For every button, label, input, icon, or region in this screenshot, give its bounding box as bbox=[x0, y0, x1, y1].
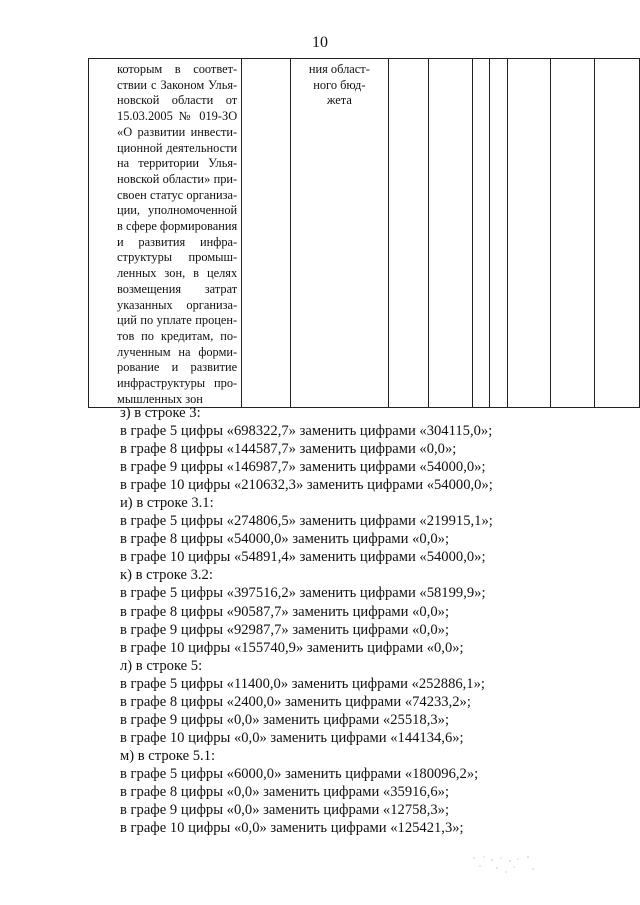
description-line: возмещения затрат bbox=[117, 281, 238, 296]
amendment-line: в графе 10 цифры «0,0» заменить цифрами «144134,6»; bbox=[120, 729, 464, 746]
amendment-line: в графе 8 цифры «54000,0» заменить цифрами «0,0»; bbox=[120, 531, 450, 548]
amendment-line: в графе 5 цифры «698322,7» заменить цифрами «304115,0»; bbox=[120, 423, 493, 440]
amendment-line: в графе 9 цифры «0,0» заменить цифрами «12758,3»; bbox=[120, 802, 450, 819]
amendment-line: к) в строке 3.2: bbox=[120, 567, 213, 584]
amendment-line: и) в строке 3.1: bbox=[120, 495, 214, 512]
amendment-line: в графе 5 цифры «6000,0» заменить цифрами «180096,2»; bbox=[120, 765, 479, 782]
funding-source-text bbox=[291, 59, 388, 109]
description-line: «О развитии инвести- bbox=[117, 124, 238, 139]
amendment-line: в графе 10 цифры «0,0» заменить цифрами «125421,3»; bbox=[120, 820, 464, 837]
amendment-line: в графе 5 цифры «11400,0» заменить цифрами «252886,1»; bbox=[120, 675, 485, 692]
description-line: ствии с Законом Улья- bbox=[117, 77, 238, 92]
description-line: ции, уполномоченной bbox=[117, 203, 238, 218]
table-cell-empty bbox=[489, 59, 507, 408]
amendment-line: в графе 8 цифры «90587,7» заменить цифрами «0,0»; bbox=[120, 603, 450, 620]
description-line: своен статус организа- bbox=[117, 187, 238, 202]
amendment-line: в графе 10 цифры «54891,4» заменить цифрами «54000,0»; bbox=[120, 549, 486, 566]
funding-source-line: ния област- bbox=[308, 62, 370, 76]
description-line: ций по уплате процен- bbox=[117, 313, 238, 328]
description-line: структуры промыш- bbox=[117, 250, 238, 265]
amendment-line: в графе 10 цифры «210632,3» заменить цифрами «54000,0»; bbox=[120, 477, 493, 494]
amendment-line: в графе 8 цифры «144587,7» заменить цифрами «0,0»; bbox=[120, 441, 457, 458]
table-cell-empty bbox=[242, 59, 290, 408]
description-line: мышленных зон bbox=[117, 391, 203, 406]
table-cell-empty bbox=[429, 59, 473, 408]
scan-speckles bbox=[470, 855, 540, 875]
amendments-list bbox=[120, 404, 620, 837]
description-line: тов по кредитам, по- bbox=[117, 328, 238, 343]
description-line: новской области» при- bbox=[117, 171, 238, 186]
description-line: новской области от bbox=[117, 93, 238, 108]
amendment-line: в графе 9 цифры «92987,7» заменить цифрами «0,0»; bbox=[120, 621, 450, 638]
table-cell-empty bbox=[389, 59, 429, 408]
description-line: рование и развитие bbox=[117, 360, 238, 375]
description-line: которым в соответ- bbox=[117, 62, 238, 76]
description-line: ционной деятельности bbox=[117, 140, 238, 155]
amendment-line: в графе 9 цифры «146987,7» заменить цифрами «54000,0»; bbox=[120, 459, 486, 476]
amendment-line: з) в строке 3: bbox=[120, 405, 201, 421]
description-line: в сфере формирования bbox=[117, 219, 238, 234]
funding-source-line: жета bbox=[326, 93, 352, 108]
table-cell-description bbox=[89, 59, 242, 408]
amendment-line: в графе 9 цифры «0,0» заменить цифрами «25518,3»; bbox=[120, 711, 450, 728]
table-cell-source bbox=[290, 59, 388, 408]
amendment-line: в графе 8 цифры «2400,0» заменить цифрами «74233,2»; bbox=[120, 693, 471, 710]
funding-source-line: ного бюд- bbox=[313, 77, 366, 92]
amendment-line: в графе 5 цифры «397516,2» заменить цифрами «58199,9»; bbox=[120, 585, 486, 602]
amendment-line: в графе 5 цифры «274806,5» заменить цифрами «219915,1»; bbox=[120, 513, 493, 530]
table-cell-empty bbox=[595, 59, 640, 408]
table-row bbox=[89, 59, 640, 408]
table-cell-empty bbox=[551, 59, 595, 408]
description-text bbox=[89, 59, 241, 407]
amendment-line: м) в строке 5.1: bbox=[120, 747, 216, 764]
description-line: и развития инфра- bbox=[117, 234, 238, 249]
description-line: лученным на форми- bbox=[117, 344, 238, 359]
page-number: 10 bbox=[312, 34, 328, 51]
amendment-line: в графе 10 цифры «155740,9» заменить цифрами «0,0»; bbox=[120, 639, 464, 656]
description-line: ленных зон, в целях bbox=[117, 266, 238, 281]
amendment-line: л) в строке 5: bbox=[120, 657, 203, 674]
description-line: 15.03.2005 № 019-ЗО bbox=[117, 109, 238, 124]
description-line: инфраструктуры про- bbox=[117, 376, 238, 391]
table-cell-empty bbox=[473, 59, 490, 408]
description-line: на территории Улья- bbox=[117, 156, 238, 171]
description-line: указанных организа- bbox=[117, 297, 238, 312]
table-cell-empty bbox=[508, 59, 551, 408]
amendment-line: в графе 8 цифры «0,0» заменить цифрами «35916,6»; bbox=[120, 783, 450, 800]
program-table bbox=[88, 58, 640, 408]
